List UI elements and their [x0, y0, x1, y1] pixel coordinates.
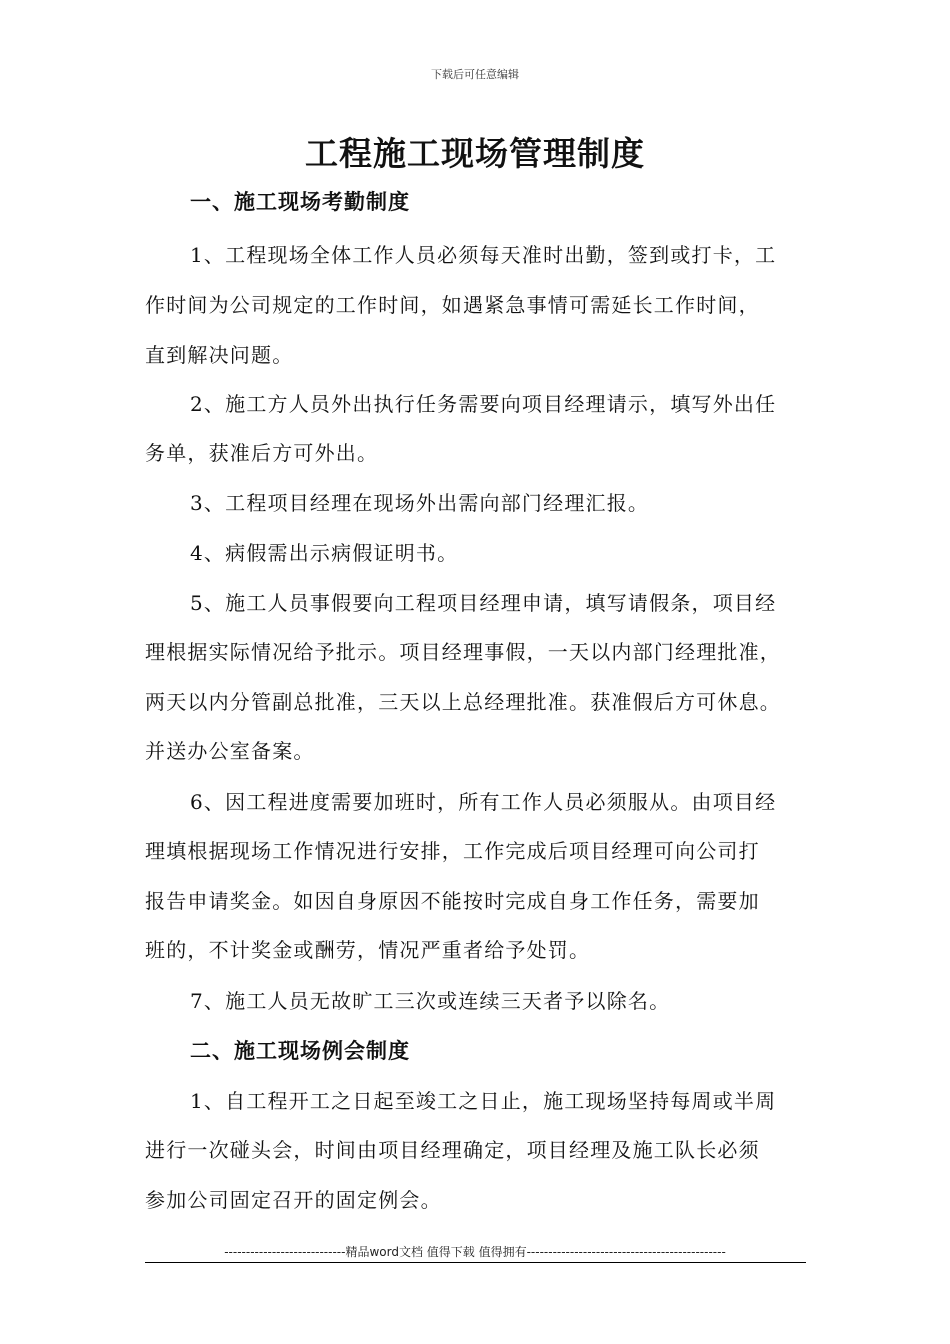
- page-title: 工程施工现场管理制度: [305, 134, 645, 173]
- paragraph-line: 两天以内分管副总批准，三天以上总经理批准。获准假后方可休息。: [145, 690, 781, 714]
- paragraph-line: 6、因工程进度需要加班时，所有工作人员必须服从。由项目经: [190, 790, 777, 814]
- paragraph-line: 5、施工人员事假要向工程项目经理申请，填写请假条，项目经: [190, 591, 777, 615]
- paragraph-line: 3、工程项目经理在现场外出需向部门经理汇报。: [190, 491, 650, 515]
- footer-rule: [145, 1262, 806, 1263]
- paragraph-line: 并送办公室备案。: [145, 739, 315, 763]
- header-note: 下载后可任意编辑: [431, 68, 519, 81]
- paragraph-line: 1、工程现场全体工作人员必须每天准时出勤，签到或打卡，工: [190, 243, 777, 267]
- paragraph-line: 2、施工方人员外出执行任务需要向项目经理请示，填写外出任: [190, 392, 777, 416]
- paragraph-line: 作时间为公司规定的工作时间，如遇紧急事情可需延长工作时间，: [145, 293, 760, 317]
- footer-text: ----------------------------精品word文档 值得下载 值得拥有----------------------------------------------: [224, 1245, 726, 1259]
- paragraph-line: 1、自工程开工之日起至竣工之日止，施工现场坚持每周或半周: [190, 1089, 777, 1113]
- paragraph-line: 班的，不计奖金或酬劳，情况严重者给予处罚。: [145, 938, 591, 962]
- paragraph-line: 进行一次碰头会，时间由项目经理确定，项目经理及施工队长必须: [145, 1138, 760, 1162]
- paragraph-line: 4、病假需出示病假证明书。: [190, 541, 459, 565]
- paragraph-line: 务单，获准后方可外出。: [145, 441, 379, 465]
- paragraph-line: 直到解决问题。: [145, 343, 294, 367]
- section-heading-attendance: 一、施工现场考勤制度: [190, 190, 410, 214]
- paragraph-line: 参加公司固定召开的固定例会。: [145, 1188, 442, 1212]
- paragraph-line: 7、施工人员无故旷工三次或连续三天者予以除名。: [190, 989, 671, 1013]
- paragraph-line: 理根据实际情况给予批示。项目经理事假，一天以内部门经理批准，: [145, 640, 781, 664]
- paragraph-line: 报告申请奖金。如因自身原因不能按时完成自身工作任务，需要加: [145, 889, 760, 913]
- section-heading-meetings: 二、施工现场例会制度: [190, 1039, 410, 1063]
- paragraph-line: 理填根据现场工作情况进行安排，工作完成后项目经理可向公司打: [145, 839, 760, 863]
